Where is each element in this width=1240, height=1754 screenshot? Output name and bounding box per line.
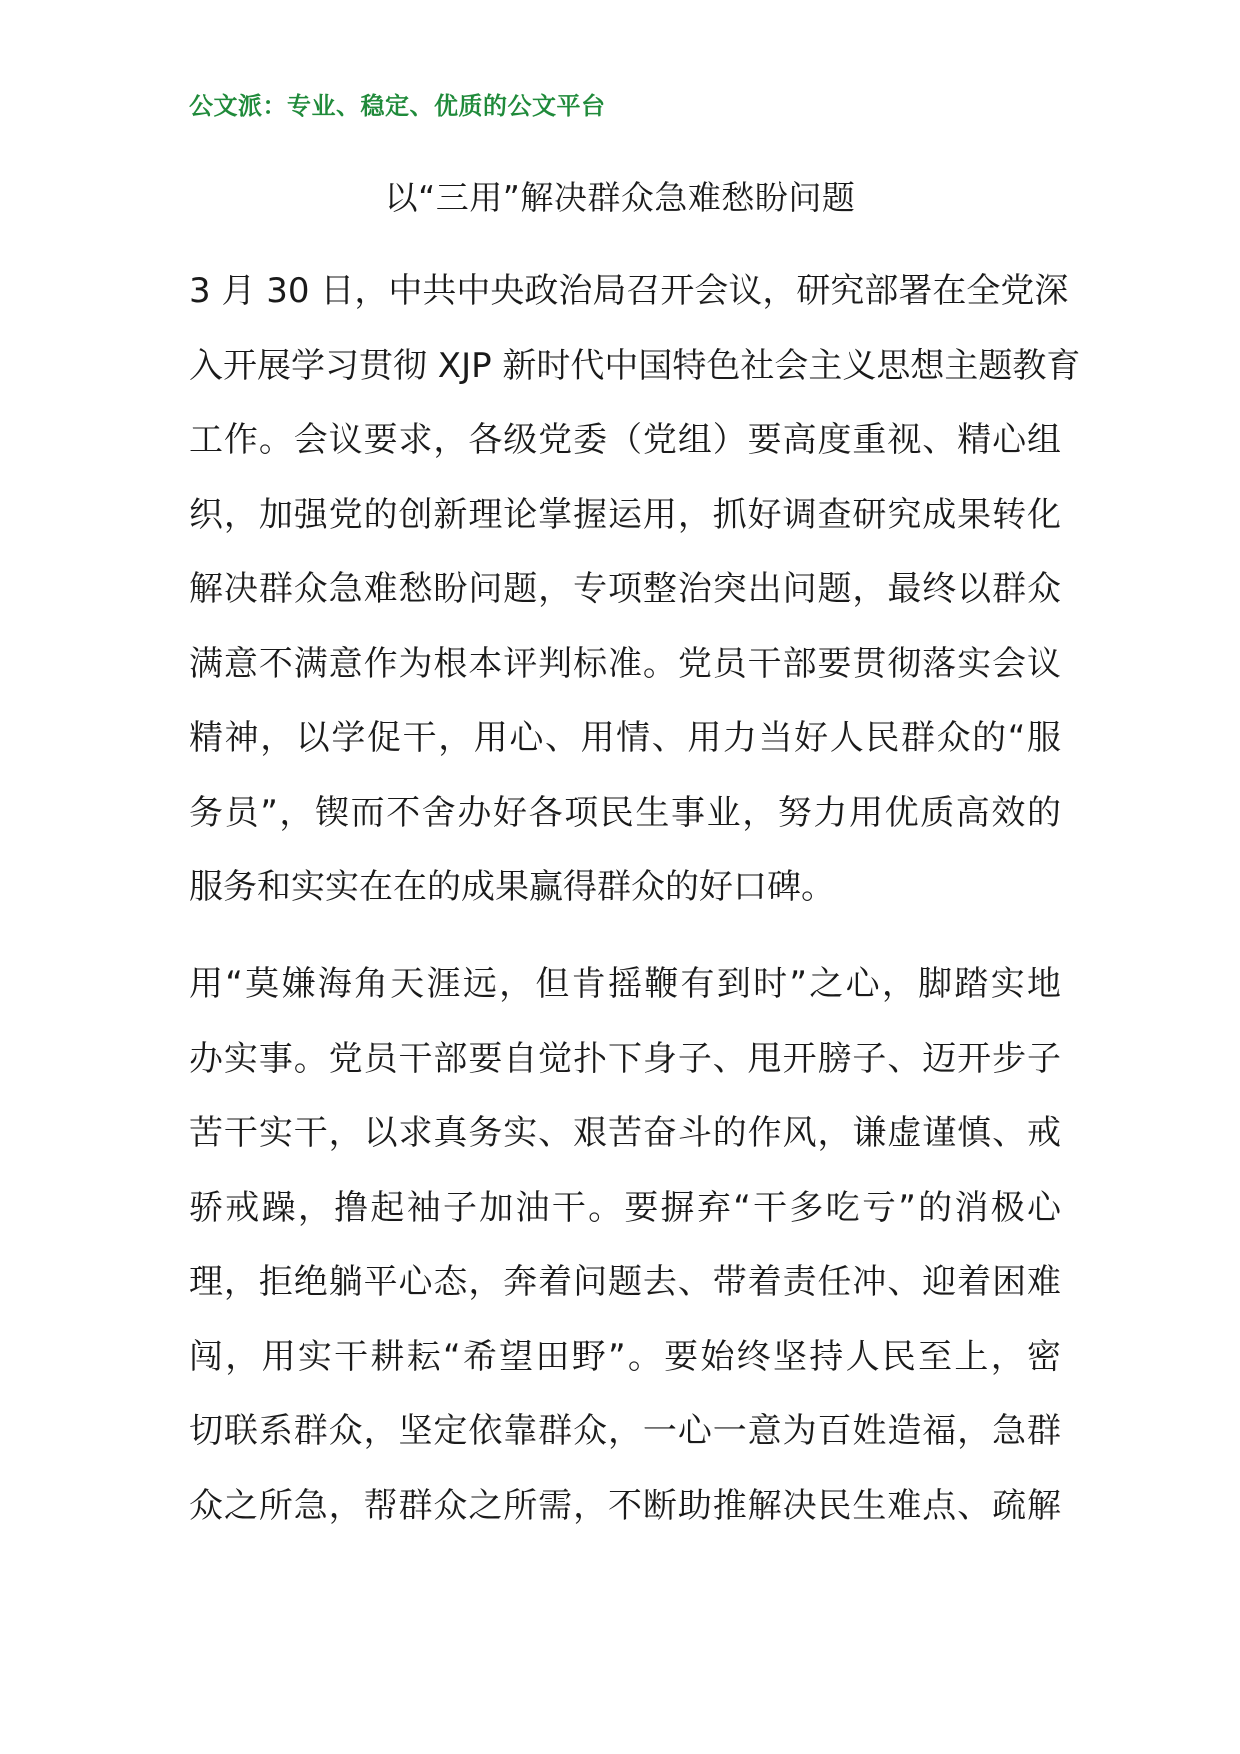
paragraph-line: 精神，以学促干，用心、用情、用力当好人民群众的“服 <box>189 718 1061 758</box>
paragraph-line: 工作。会议要求，各级党委（党组）要高度重视、精心组 <box>189 420 1061 460</box>
paragraph-line: 服务和实实在在的成果赢得群众的好口碑。 <box>189 867 835 907</box>
site-header-text: 公文派：专业、稳定、优质的公文平台 <box>189 92 606 120</box>
paragraph-line: 织，加强党的创新理论掌握运用，抓好调查研究成果转化 <box>189 494 1061 535</box>
paragraph-line: 务员”，锲而不舍办好各项民生事业，努力用优质高效的 <box>189 792 1061 833</box>
paragraph-line: 骄戒躁，撸起袖子加油干。要摒弃“干多吃亏”的消极心 <box>189 1187 1061 1228</box>
paragraph-line: 苦干实干，以求真务实、艰苦奋斗的作风，谦虚谨慎、戒 <box>189 1113 1061 1153</box>
paragraph-line: 满意不满意作为根本评判标准。党员干部要贯彻落实会议 <box>189 643 1061 684</box>
paragraph-line: 理，拒绝躺平心态，奔着问题去、带着责任冲、迎着困难 <box>189 1262 1061 1302</box>
paragraph-line: 闯，用实干耕耘“希望田野”。要始终坚持人民至上，密 <box>189 1336 1061 1377</box>
paragraph-2 <box>189 947 1061 1543</box>
paragraph-line: 办实事。党员干部要自觉扑下身子、甩开膀子、迈开步子 <box>189 1038 1061 1079</box>
paragraph-line: 解决群众急难愁盼问题，专项整治突出问题，最终以群众 <box>189 569 1061 609</box>
paragraph-line: 入开展学习贯彻 XJP 新时代中国特色社会主义思想主题教育 <box>189 345 1081 386</box>
paragraph-line: 切联系群众，坚定依靠群众，一心一意为百姓造福，急群 <box>189 1411 1061 1451</box>
document-title: 以“三用”解决群众急难愁盼问题 <box>384 178 856 217</box>
paragraph-1 <box>189 254 1081 925</box>
paragraph-line: 众之所急，帮群众之所需，不断助推解决民生难点、疏解 <box>189 1485 1061 1526</box>
paragraph-line: 用“莫嫌海角天涯远，但肯摇鞭有到时”之心，脚踏实地 <box>189 964 1061 1004</box>
paragraph-line: 3 月 30 日，中共中央政治局召开会议，研究部署在全党深 <box>189 271 1069 311</box>
